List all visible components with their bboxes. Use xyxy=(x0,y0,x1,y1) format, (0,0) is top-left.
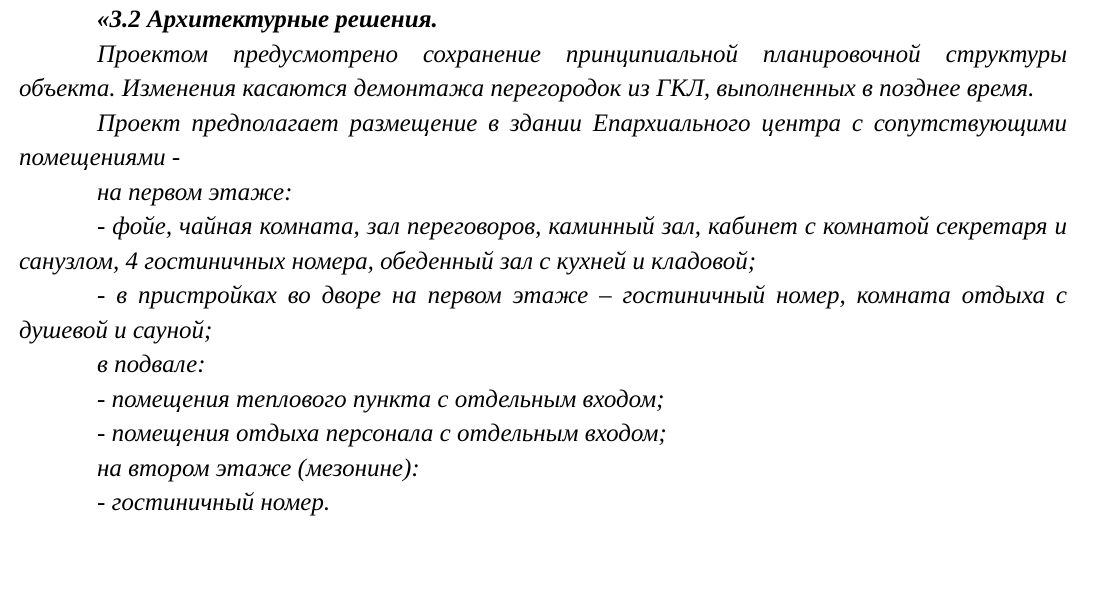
paragraph-placement: Проект предполагает размещение в здании Епархиального центра с сопутствующими помещениями - xyxy=(19,109,1067,171)
label-second-floor: на втором этаже (мезонине): xyxy=(97,454,420,482)
section-heading: «3.2 Архитектурные решения. xyxy=(97,6,438,33)
list-item-staff-rest: - помещения отдыха персонала с отдельным входом; xyxy=(97,420,667,447)
list-item-courtyard-annexes: - в пристройках во дворе на первом этаже – гостиничный номер, комната отдыха с душевой и сауной; xyxy=(19,282,1067,344)
document-page xyxy=(19,3,1067,521)
list-item-first-floor-rooms: - фойе, чайная комната, зал переговоров, каминный зал, кабинет с комнатой секретаря и санузлом, 4 гостиничных номера, обеденный зал с кухней и кладовой; xyxy=(19,213,1067,275)
label-basement: в подвале: xyxy=(97,351,206,378)
label-first-floor: на первом этаже: xyxy=(97,178,293,206)
paragraph-preservation: Проектом предусмотрено сохранение принципиальной планировочной структуры объекта. Изменения касаются демонтажа перегородок из ГКЛ, выполненных в позднее время. xyxy=(19,40,1067,102)
list-item-heating-unit: - помещения теплового пункта с отдельным входом; xyxy=(97,385,665,413)
list-item-hotel-room: - гостиничный номер. xyxy=(97,489,331,516)
